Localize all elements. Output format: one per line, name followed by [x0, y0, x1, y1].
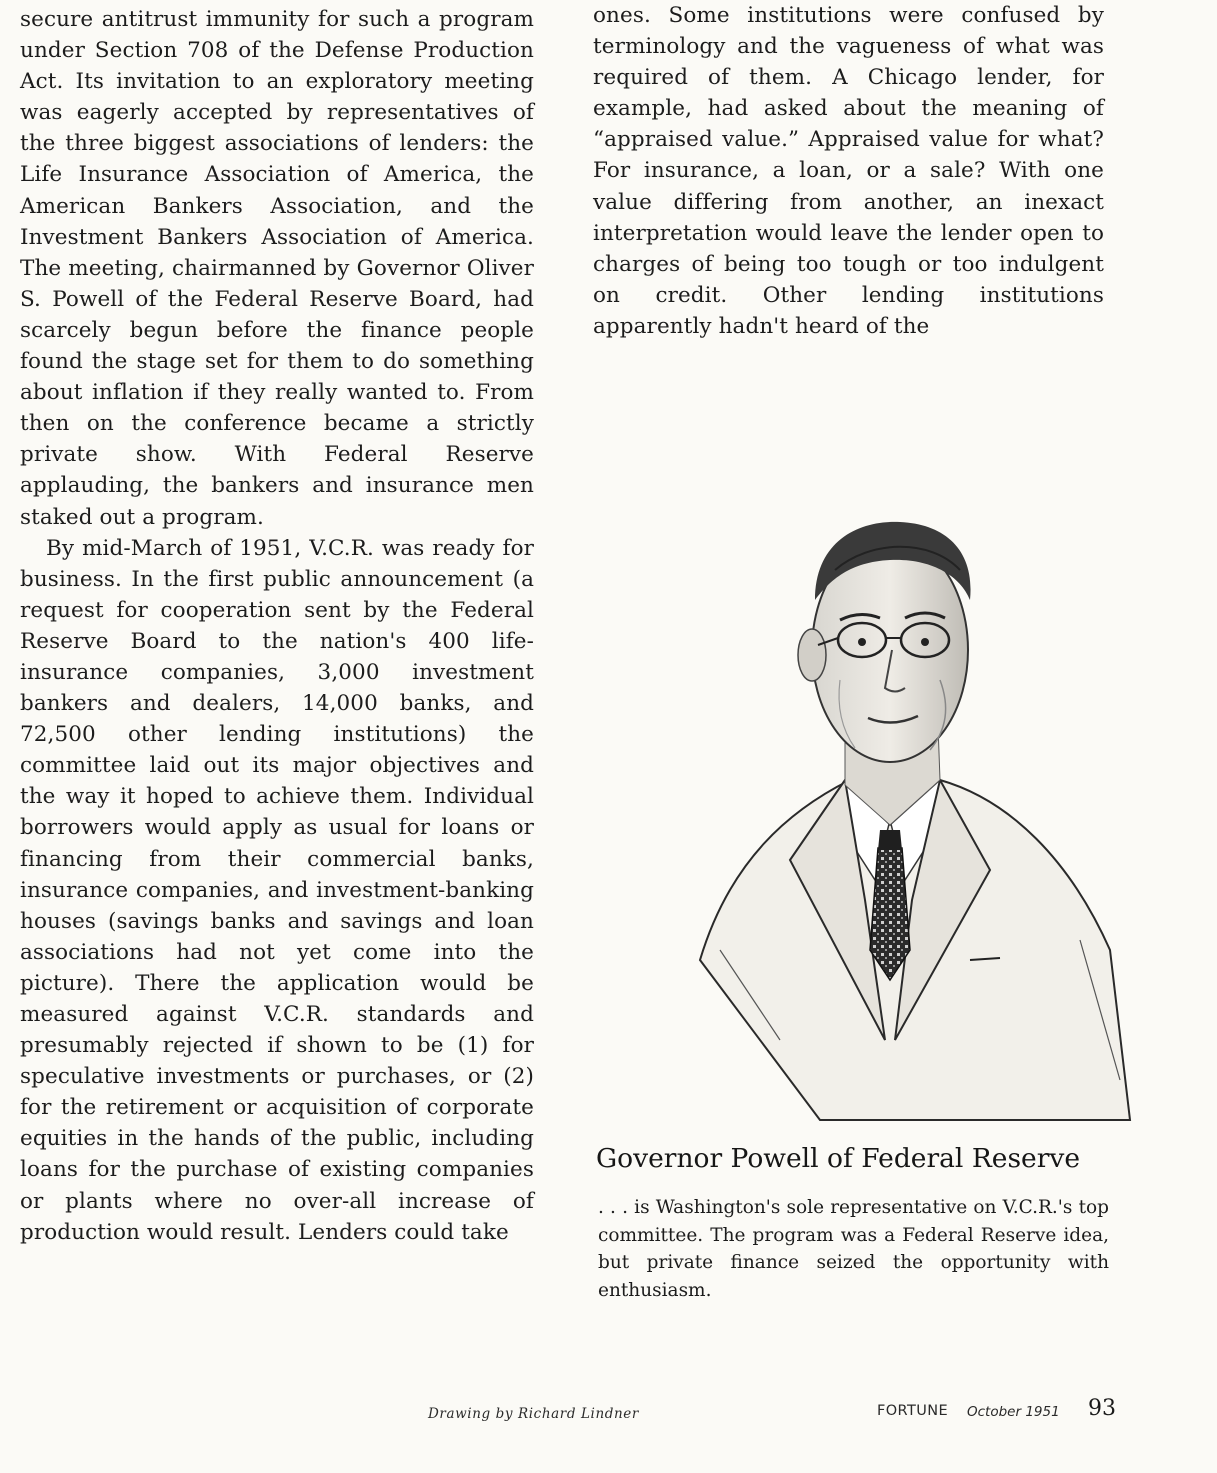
right-column — [593, 0, 1104, 342]
magazine-name: FORTUNE — [877, 1403, 949, 1419]
caption-body: . . . is Washington's sole representative on V.C.R.'s top committee. The program was a Federal Reserve idea, but private finance seized the opportunity with enthusiasm. — [598, 1197, 1109, 1301]
left-column — [20, 4, 534, 1248]
left-paragraph-2: By mid-March of 1951, V.C.R. was ready for business. In the first public announcement (a request for cooperation sent by the Federal Reserve Board to the nation's 400 life-insurance companies, 3,000 investment bankers and dealers, 14,000 banks, and 72,500 other lending institutions) the committee laid out its major objectives and the way it hoped to achieve them. Individual borrowers would apply as usual for loans or financing from their commercial banks, insurance companies, and investment-banking houses (savings banks and savings and loan associations had not yet come into the picture). There the application would be measured against V.C.R. standards and presumably rejected if shown to be (1) for speculative investments or purchases, or (2) for the retirement or acquisition of corporate equities in the hands of the public, including loans for the purchase of existing companies or plants where no over-all increase of production would result. Lenders could take — [20, 535, 534, 1245]
caption-title: Governor Powell of Federal Reserve — [596, 1143, 1081, 1174]
right-paragraph: ones. Some institutions were confused by terminology and the vagueness of what was required of them. A Chicago lender, for example, had asked about the meaning of “appraised value.” Appraised value for what? For insurance, a loan, or a sale? With one value differing from another, an inexact interpretation would leave the lender open to charges of being too tough or too indulgent on credit. Other lending institutions apparently hadn't heard of the — [593, 3, 1104, 339]
page-number: 93 — [1088, 1396, 1116, 1421]
portrait-drawing — [640, 480, 1140, 1130]
illustration-credit: Drawing by Richard Lindner — [428, 1406, 639, 1422]
issue-date: October 1951 — [967, 1404, 1060, 1420]
left-paragraph-1: secure antitrust immunity for such a program under Section 708 of the Defense Production Act. Its invitation to an exploratory meeting was eagerly accepted by representatives of the three biggest associations of lenders: the Life Insurance Association of America, the American Bankers Association, and the Investment Bankers Association of America. The meeting, chairmanned by Governor Oliver S. Powell of the Federal Reserve Board, had scarcely begun before the finance people found the stage set for them to do something about inflation if they really wanted to. From then on the conference became a strictly private show. With Federal Reserve applauding, the bankers and insurance men staked out a program. — [20, 7, 534, 530]
